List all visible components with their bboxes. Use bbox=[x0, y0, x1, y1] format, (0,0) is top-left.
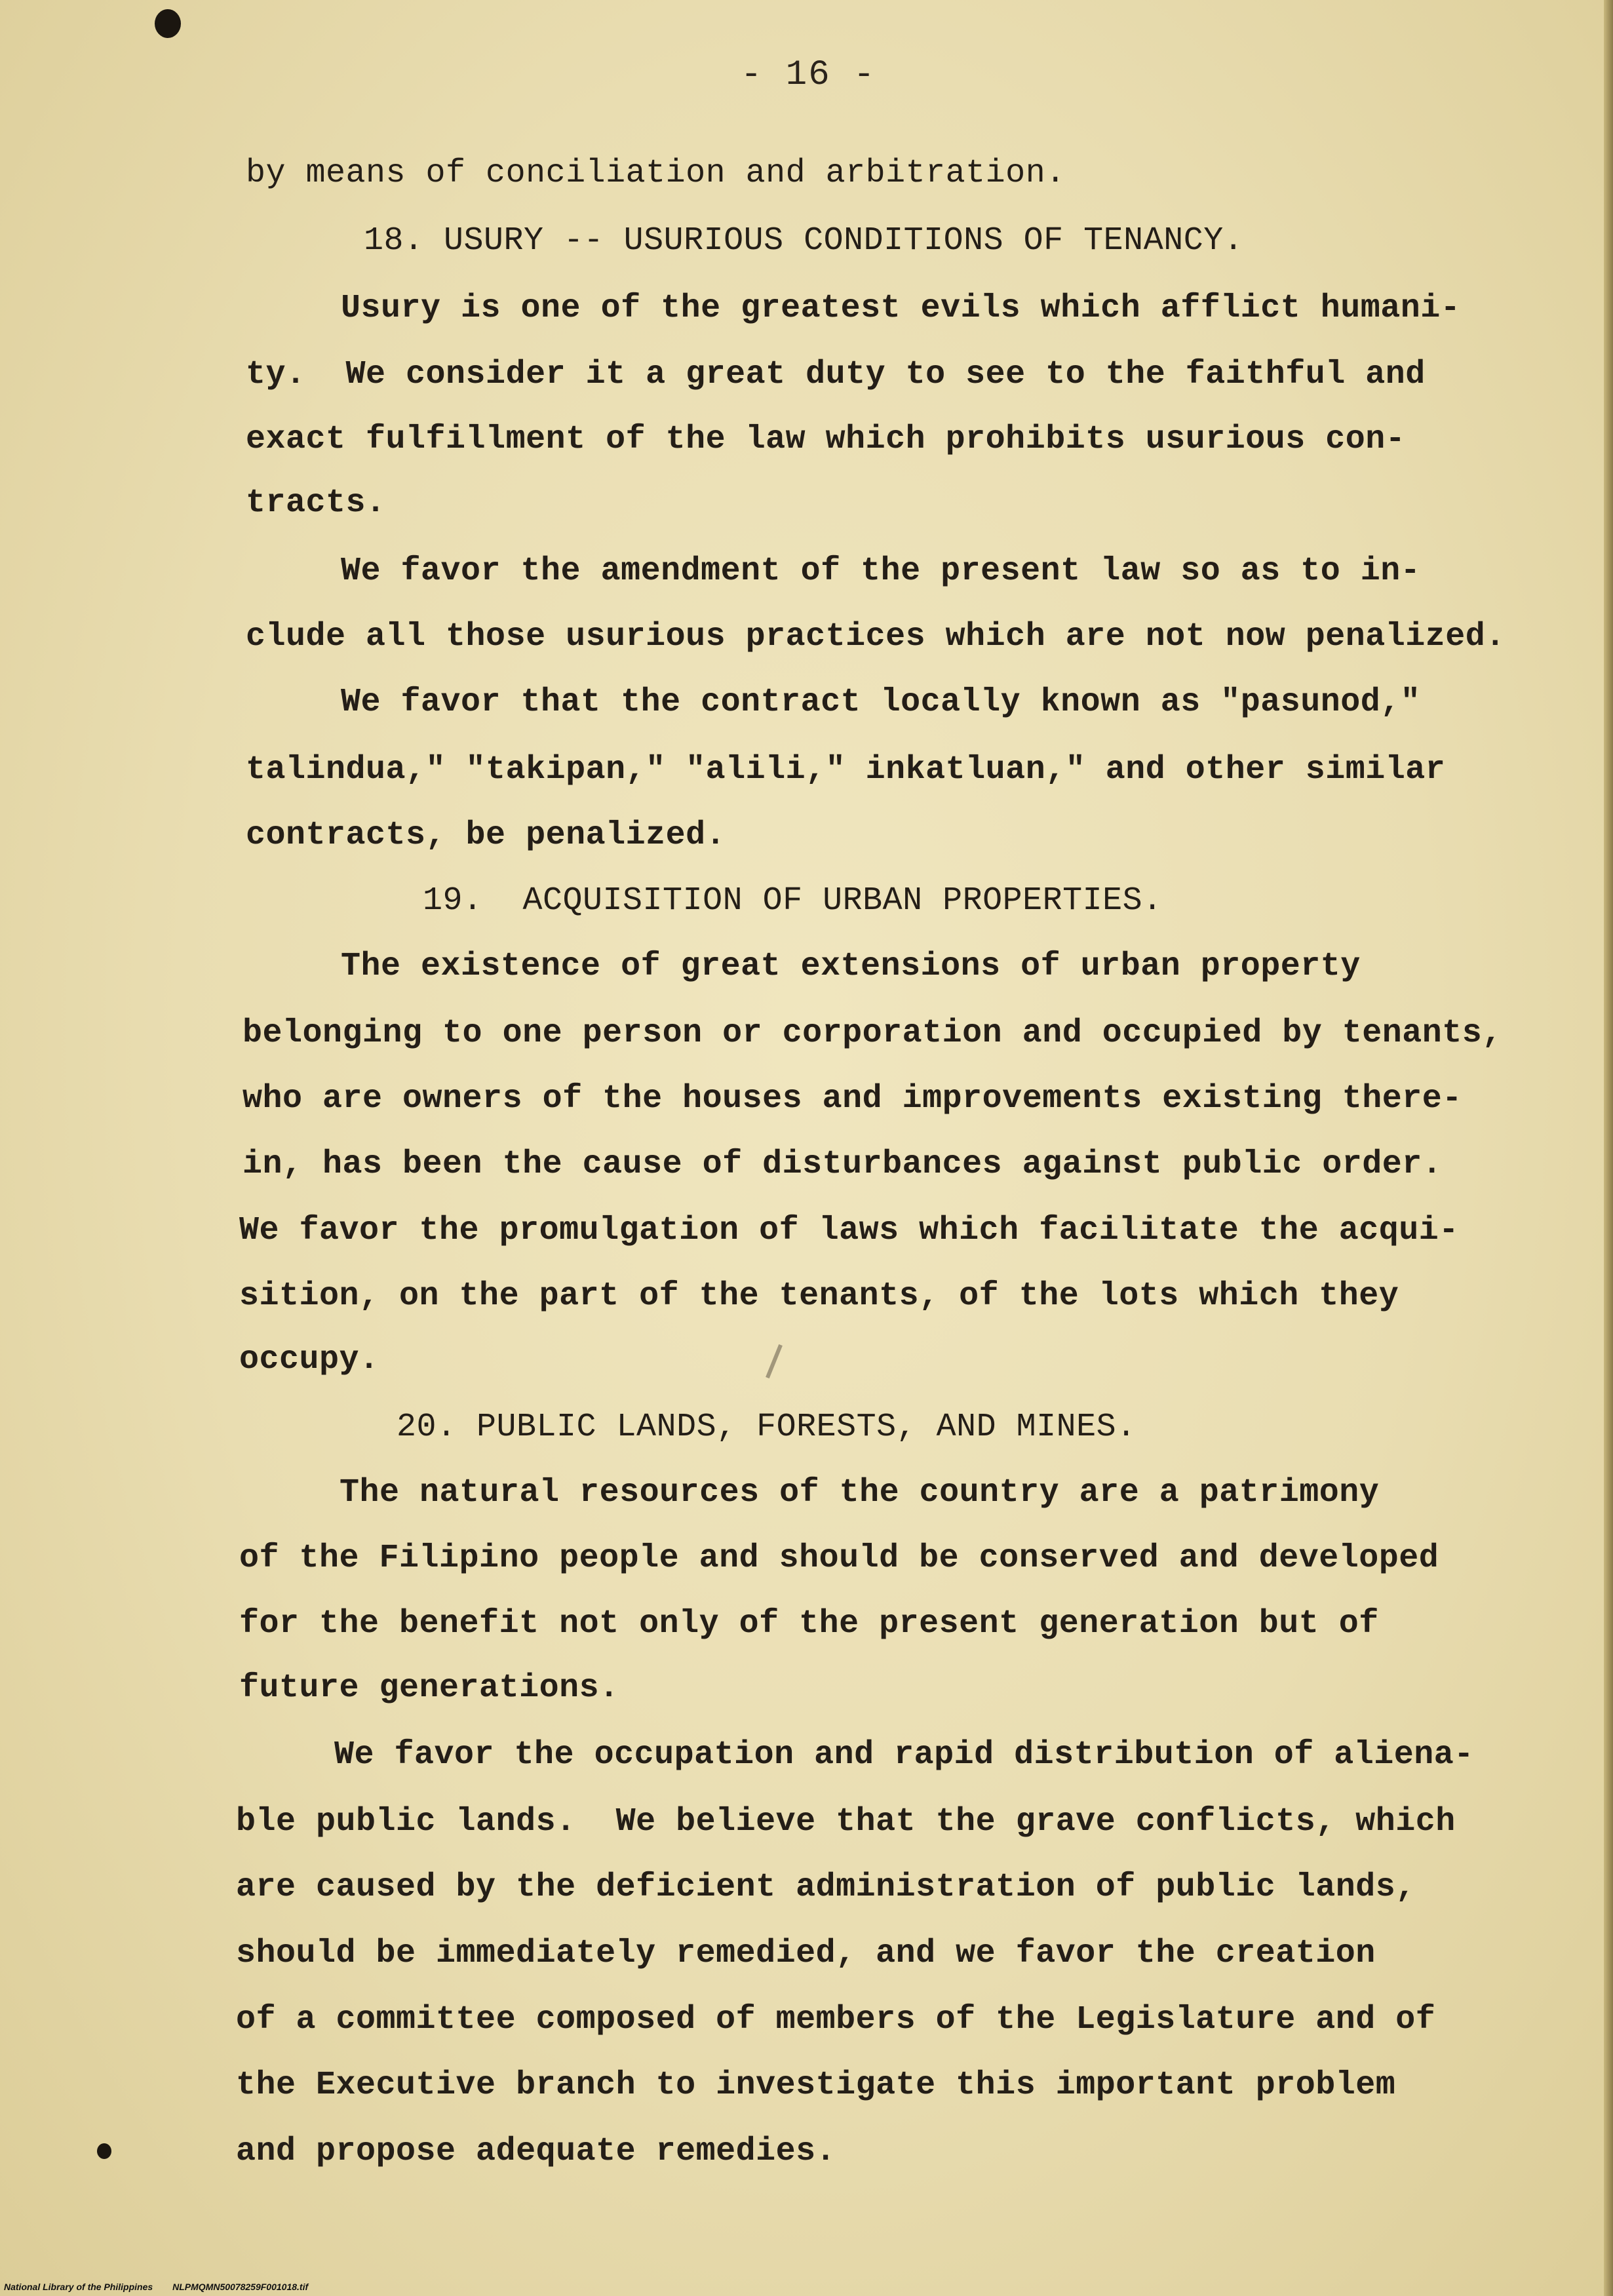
archive-footer bbox=[4, 2282, 328, 2292]
section-heading-public-lands: 20. PUBLIC LANDS, FORESTS, AND MINES. bbox=[397, 1409, 1137, 1446]
text-line: for the benefit not only of the present generation but of bbox=[239, 1605, 1379, 1643]
text-line: and propose adequate remedies. bbox=[236, 2133, 836, 2170]
punch-hole-mark bbox=[97, 2143, 111, 2159]
text-line: The existence of great extensions of urban property bbox=[341, 948, 1361, 985]
text-line: talindua," "takipan," "alili," inkatluan," and other similar bbox=[246, 751, 1446, 788]
text-line: of the Filipino people and should be conserved and developed bbox=[239, 1540, 1439, 1577]
text-line: are caused by the deficient administration of public lands, bbox=[236, 1869, 1416, 1906]
library-credit: National Library of the Philippines bbox=[4, 2282, 153, 2292]
text-line: who are owners of the houses and improvements existing there- bbox=[243, 1080, 1462, 1118]
section-heading-urban-properties: 19. ACQUISITION OF URBAN PROPERTIES. bbox=[423, 882, 1163, 920]
text-line: ble public lands. We believe that the grave conflicts, which bbox=[236, 1803, 1456, 1840]
page-edge bbox=[1604, 0, 1613, 2296]
text-line: future generations. bbox=[239, 1669, 619, 1707]
text-line: belonging to one person or corporation and occupied by tenants, bbox=[243, 1015, 1502, 1052]
text-line: occupy. bbox=[239, 1341, 379, 1378]
text-line: of a committee composed of members of the Legislature and of bbox=[236, 2001, 1436, 2038]
text-line: tracts. bbox=[246, 484, 386, 522]
text-line: by means of conciliation and arbitration. bbox=[246, 155, 1066, 192]
text-line: sition, on the part of the tenants, of the lots which they bbox=[239, 1277, 1399, 1315]
text-line: We favor the amendment of the present law so as to in- bbox=[341, 553, 1421, 590]
text-line: We favor the promulgation of laws which facilitate the acqui- bbox=[239, 1212, 1459, 1249]
punch-hole-mark bbox=[155, 9, 181, 38]
text-line: exact fulfillment of the law which prohibits usurious con- bbox=[246, 421, 1406, 458]
text-line: clude all those usurious practices which are not now penalized. bbox=[246, 618, 1506, 655]
text-line: in, has been the cause of disturbances against public order. bbox=[243, 1146, 1443, 1183]
text-line: We favor that the contract locally known as "pasunod," bbox=[341, 684, 1421, 721]
text-line: ty. We consider it a great duty to see to the faithful and bbox=[246, 356, 1426, 393]
text-line: contracts, be penalized. bbox=[246, 817, 726, 854]
section-heading-usury: 18. USURY -- USURIOUS CONDITIONS OF TENANCY. bbox=[364, 222, 1244, 260]
text-line: the Executive branch to investigate this important problem bbox=[236, 2067, 1396, 2104]
page-number: - 16 - bbox=[741, 55, 876, 95]
text-line: We favor the occupation and rapid distribution of aliena- bbox=[334, 1736, 1474, 1774]
file-id: NLPMQMN50078259F001018.tif bbox=[172, 2282, 309, 2292]
text-line: should be immediately remedied, and we favor the creation bbox=[236, 1935, 1376, 1972]
pencil-mark bbox=[766, 1344, 783, 1378]
text-line: The natural resources of the country are a patrimony bbox=[340, 1474, 1380, 1511]
text-line: Usury is one of the greatest evils which afflict humani- bbox=[341, 290, 1461, 327]
